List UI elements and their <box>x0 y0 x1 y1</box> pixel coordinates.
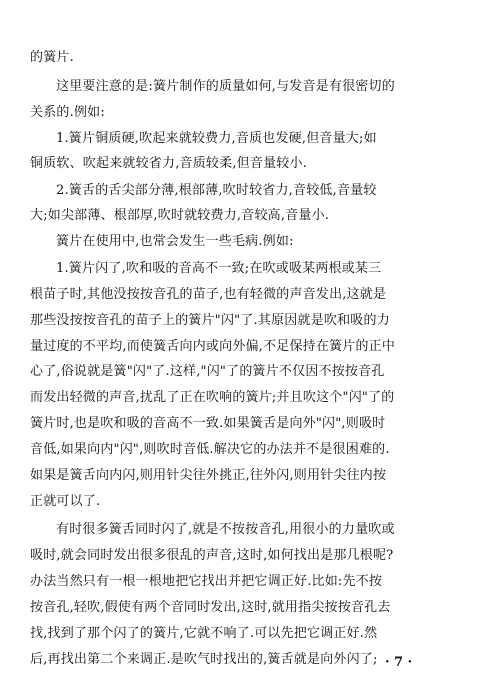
text-line: 找,找到了那个闪了的簧片,它就不响了.可以先把它调正好.然 <box>30 626 378 641</box>
text-line: 如果是簧舌向内闪,则用针尖往外挑正,往外闪,则用针尖往内按 <box>30 468 387 483</box>
text-line: 2.簧舌的舌尖部分薄,根部薄,吹时较省力,音较低,音量较 <box>56 183 377 198</box>
text-line: 根苗子时,其他没按按音孔的苗子,也有轻微的声音发出,这就是 <box>30 287 387 302</box>
text-line: 量过度的不平均,而使簧舌向内或向外偏,不足保持在簧片的正中 <box>30 339 396 354</box>
text-line: 关系的.例如: <box>30 105 105 120</box>
text-line: 后,再找出第二个来调正.是吹气时找出的,簧舌就是向外闪了; <box>30 652 378 667</box>
text-line: 簧片时,也是吹和吸的音高不一致.如果簧舌是向外"闪",则吸时 <box>30 416 386 431</box>
text-line: 1.簧片闪了,吹和吸的音高不一致;在吹或吸某两根或某三 <box>56 261 382 276</box>
text-line: 那些没按按音孔的苗子上的簧片"闪"了.其原因就是吹和吸的力 <box>30 313 390 328</box>
text-line: 音低,如果向内"闪",则吹时音低.解决它的办法并不是很困难的. <box>30 442 390 457</box>
text-line: 办法当然只有一根一根地把它找出并把它调正好.比如:先不按 <box>30 574 383 589</box>
text-line: 吸时,就会同时发出很多很乱的声音,这时,如何找出是那几根呢? <box>30 548 394 563</box>
page-number: · 7 · <box>385 655 413 670</box>
text-line: 簧片在使用中,也常会发生一些毛病.例如: <box>56 234 294 249</box>
text-line: 而发出轻微的声音,扰乱了正在吹响的簧片;并且吹这个"闪"了的 <box>30 390 395 405</box>
text-line: 有时很多簧舌同时闪了,就是不按按音孔,用很小的力量吹或 <box>56 522 395 537</box>
text-line: 心了,俗说就是簧"闪"了.这样,"闪"了的簧片不仅因不按按音孔 <box>30 364 385 379</box>
text-line: 按音孔,轻吹,假使有两个音同时发出,这时,就用指尖按按音孔去 <box>30 600 391 615</box>
text-line: 正就可以了. <box>30 494 101 509</box>
text-line: 铜质软、吹起来就较省力,音质较柔,但音量较小. <box>30 156 307 171</box>
text-line: 这里要注意的是:簧片制作的质量如何,与发音是有很密切的 <box>56 79 395 94</box>
text-line: 1.簧片铜质硬,吹起来就较费力,音质也发硬,但音量大;如 <box>56 131 377 146</box>
text-line: 的簧片. <box>30 50 74 65</box>
text-line: 大;如尖部薄、根部厚,吹时就较费力,音较高,音量小. <box>30 208 330 223</box>
